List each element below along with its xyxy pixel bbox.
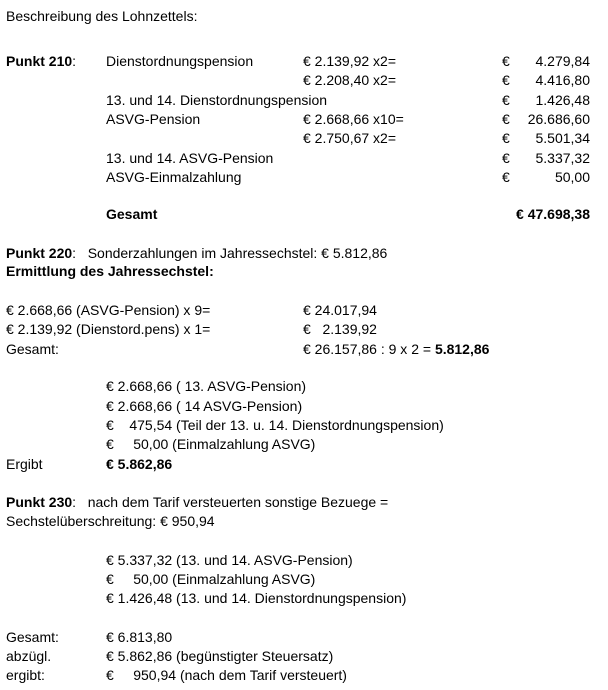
p220-total-formula: € 26.157,86 : 9 x 2 = (303, 341, 435, 357)
p210-row-calc: € 2.208,40 x2= (303, 72, 397, 88)
p220-result-label: Ergibt (6, 456, 43, 472)
p220-item: € 475,54 (Teil der 13. u. 14. Dienstordnungspension) (106, 417, 444, 433)
p230-line2: Sechstelüberschreitung: € 950,94 (6, 513, 215, 529)
p210-total-label: Gesamt (106, 206, 158, 222)
p230-summary-label: Gesamt: (6, 629, 59, 645)
punkt-220-text: : Sonderzahlungen im Jahressechstel: € 5.812,86 (72, 245, 388, 261)
punkt-210-colon: : (72, 53, 77, 69)
p210-row-amount: 5.501,34 (535, 130, 590, 146)
p210-row-desc: 13. und 14. Dienstordnungspension (106, 92, 328, 108)
p210-row-currency: € (502, 92, 510, 108)
p210-row-calc: € 2.139,92 x2= (303, 53, 397, 69)
p220-item: € 50,00 (Einmalzahlung ASVG) (106, 436, 316, 452)
p210-row-amount: 1.426,48 (535, 92, 590, 108)
punkt-230-line (6, 494, 388, 511)
p210-row-currency: € (502, 169, 510, 185)
p220-subheading: Ermittlung des Jahressechstel: (6, 263, 214, 279)
p210-row-desc: Dienstordnungspension (106, 53, 254, 69)
punkt-210-label: Punkt 210 (6, 53, 73, 69)
p220-result-value: € 5.862,86 (106, 456, 173, 472)
p230-item: € 1.426,48 (13. und 14. Dienstordnungspension) (106, 590, 407, 606)
p230-summary-value: € 950,94 (nach dem Tarif versteuert) (106, 667, 347, 683)
p220-line-right: € 24.017,94 (303, 302, 377, 318)
p210-total-value: € 47.698,38 (516, 206, 590, 222)
p210-row-desc: ASVG-Einmalzahlung (106, 169, 242, 185)
p210-row-amount: 26.686,60 (527, 111, 590, 127)
document-heading: Beschreibung des Lohnzettels: (6, 8, 198, 24)
p210-row-currency: € (502, 130, 510, 146)
punkt-210-heading (6, 53, 76, 70)
punkt-220-label: Punkt 220 (6, 245, 73, 261)
p220-total-label: Gesamt: (6, 341, 59, 357)
p230-summary-label: abzügl. (6, 648, 52, 664)
p220-item: € 2.668,66 ( 14 ASVG-Pension) (106, 398, 303, 414)
p230-summary-value: € 5.862,86 (begünstigter Steuersatz) (106, 648, 334, 664)
p210-row-desc: ASVG-Pension (106, 111, 201, 127)
p210-row-currency: € (502, 53, 510, 69)
punkt-230-label: Punkt 230 (6, 494, 73, 510)
p220-line-left: € 2.668,66 (ASVG-Pension) x 9= (6, 302, 211, 318)
punkt-230-text: : nach dem Tarif versteuerten sonstige Bezuege = (72, 494, 389, 510)
p220-line-left: € 2.139,92 (Dienstord.pens) x 1= (6, 321, 211, 337)
p230-summary-label: ergibt: (6, 667, 45, 683)
p210-row-desc: 13. und 14. ASVG-Pension (106, 150, 274, 166)
p210-row-amount: 5.337,32 (535, 150, 590, 166)
p230-item: € 50,00 (Einmalzahlung ASVG) (106, 571, 316, 587)
p220-total-result: 5.812,86 (434, 341, 490, 357)
p210-row-calc: € 2.668,66 x10= (303, 111, 404, 127)
punkt-220-line (6, 245, 387, 262)
p210-row-currency: € (502, 150, 510, 166)
p220-item: € 2.668,66 ( 13. ASVG-Pension) (106, 378, 307, 394)
p220-line-right: € 2.139,92 (303, 321, 377, 337)
p210-row-amount: 4.279,84 (535, 53, 590, 69)
p210-row-currency: € (502, 72, 510, 88)
p220-total-calc (303, 341, 489, 358)
p230-summary-value: € 6.813,80 (106, 629, 173, 645)
p210-row-amount: 4.416,80 (535, 72, 590, 88)
p210-row-calc: € 2.750,67 x2= (303, 130, 397, 146)
p210-row-currency: € (502, 111, 510, 127)
p230-item: € 5.337,32 (13. und 14. ASVG-Pension) (106, 552, 353, 568)
p210-row-amount: 50,00 (554, 169, 590, 185)
